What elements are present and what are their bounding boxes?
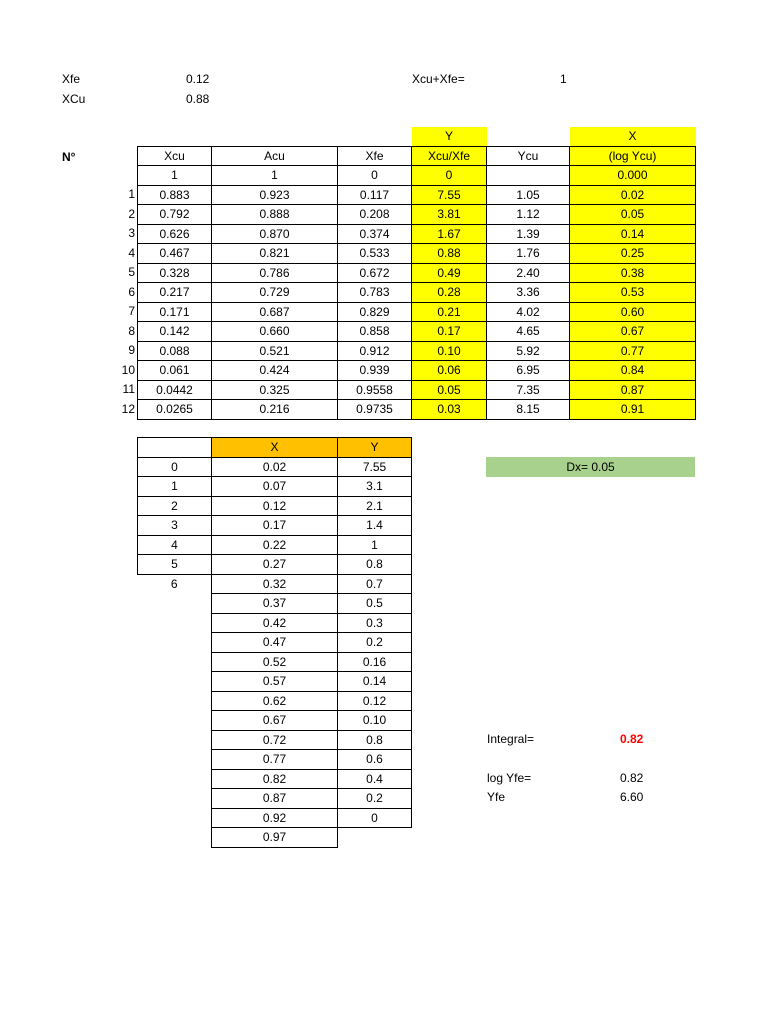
- table-cell[interactable]: 4.65: [487, 322, 570, 342]
- table-row: [138, 750, 412, 770]
- table-cell[interactable]: 0.467: [138, 244, 212, 264]
- index-cell: [138, 652, 212, 672]
- table-cell[interactable]: 0.216: [212, 400, 338, 420]
- table-cell[interactable]: 0.2: [338, 789, 412, 809]
- table-row: [138, 400, 696, 420]
- table-row: [138, 283, 696, 303]
- x-axis-header[interactable]: X: [570, 127, 696, 146]
- table-cell[interactable]: 0.05: [412, 380, 487, 400]
- table-cell[interactable]: 0.208: [338, 205, 412, 225]
- table-cell[interactable]: 0: [338, 166, 412, 186]
- table-row: [138, 633, 412, 653]
- col-header-ycu[interactable]: Ycu: [487, 146, 570, 166]
- column-header-row: [138, 146, 696, 166]
- table-cell[interactable]: 0.22: [212, 535, 338, 555]
- table-cell[interactable]: 0.626: [138, 224, 212, 244]
- col-header-xfe[interactable]: Xfe: [338, 146, 412, 166]
- table-cell[interactable]: 0.821: [212, 244, 338, 264]
- index-cell: 4: [138, 535, 212, 555]
- table-row: [138, 828, 412, 848]
- table-cell[interactable]: 0.9735: [338, 400, 412, 420]
- table-cell[interactable]: 0.38: [570, 263, 696, 283]
- table-cell[interactable]: 0.10: [412, 341, 487, 361]
- index-cell: 1: [138, 477, 212, 497]
- table-cell[interactable]: 0.142: [138, 322, 212, 342]
- table-cell[interactable]: 0.4: [338, 769, 412, 789]
- table-cell[interactable]: 0.5: [338, 594, 412, 614]
- table-cell[interactable]: 1.4: [338, 516, 412, 536]
- table-cell[interactable]: 0.8: [338, 555, 412, 575]
- col-header-logycu[interactable]: (log Ycu): [570, 146, 696, 166]
- table-cell[interactable]: 0.088: [138, 341, 212, 361]
- table-cell[interactable]: 0.97: [212, 828, 338, 848]
- index-cell: 5: [138, 555, 212, 575]
- blank-cell: [487, 127, 570, 146]
- table-cell[interactable]: 0.67: [570, 322, 696, 342]
- index-cell: [138, 828, 212, 848]
- table-row: [138, 613, 412, 633]
- table-cell[interactable]: 0.37: [212, 594, 338, 614]
- table-cell[interactable]: 0.53: [570, 283, 696, 303]
- table-cell[interactable]: 0.87: [570, 380, 696, 400]
- index-cell: [138, 789, 212, 809]
- table-row: [138, 224, 696, 244]
- table-cell[interactable]: 6.95: [487, 361, 570, 381]
- table-cell[interactable]: 0.672: [338, 263, 412, 283]
- table-cell[interactable]: 0.883: [138, 185, 212, 205]
- sum-value[interactable]: 1: [560, 72, 567, 86]
- row-number: 5: [128, 265, 135, 279]
- table-cell[interactable]: 0.12: [212, 496, 338, 516]
- table-cell[interactable]: 0.05: [570, 205, 696, 225]
- table-cell[interactable]: [338, 828, 412, 848]
- table-cell[interactable]: 1.67: [412, 224, 487, 244]
- table-cell[interactable]: 0.325: [212, 380, 338, 400]
- n-label: N°: [62, 150, 76, 164]
- table-cell[interactable]: 0.171: [138, 302, 212, 322]
- index-cell: 2: [138, 496, 212, 516]
- table-cell[interactable]: 0.783: [338, 283, 412, 303]
- row-number: 8: [128, 323, 135, 338]
- table-cell[interactable]: 0.117: [338, 185, 412, 205]
- table-cell[interactable]: 0.88: [412, 244, 487, 264]
- table-row: [138, 341, 696, 361]
- index-cell: [138, 769, 212, 789]
- table-cell[interactable]: 0.870: [212, 224, 338, 244]
- index-cell: 3: [138, 516, 212, 536]
- yfe-value[interactable]: 6.60: [620, 790, 644, 804]
- table-cell[interactable]: 0.923: [212, 185, 338, 205]
- table-row: [138, 730, 412, 750]
- index-cell: [138, 633, 212, 653]
- log-yfe-label: log Yfe=: [487, 771, 532, 785]
- table-cell[interactable]: 0.660: [212, 322, 338, 342]
- table-row: [138, 574, 412, 594]
- table-cell[interactable]: 0.82: [212, 769, 338, 789]
- blank-cell: [338, 127, 412, 146]
- table-cell[interactable]: 0.521: [212, 341, 338, 361]
- row-number: 7: [128, 304, 135, 318]
- index-cell: [138, 594, 212, 614]
- table-cell[interactable]: 0.92: [212, 808, 338, 828]
- int-col-header-y[interactable]: Y: [338, 438, 412, 458]
- table-cell[interactable]: 0.729: [212, 283, 338, 303]
- table-cell[interactable]: 0.2: [338, 633, 412, 653]
- table-cell[interactable]: 0.424: [212, 361, 338, 381]
- index-cell: [138, 808, 212, 828]
- table-row: [138, 185, 696, 205]
- table-row: [138, 691, 412, 711]
- table-row: [138, 263, 696, 283]
- table-row: [138, 769, 412, 789]
- row-number: 1: [128, 187, 135, 201]
- log-yfe-value[interactable]: 0.82: [620, 771, 644, 785]
- table-cell[interactable]: 7.35: [487, 380, 570, 400]
- table-cell[interactable]: 0.67: [212, 711, 338, 731]
- table-cell[interactable]: 0.328: [138, 263, 212, 283]
- integral-value[interactable]: 0.82: [620, 732, 644, 746]
- table-cell[interactable]: 0.07: [212, 477, 338, 497]
- table-cell[interactable]: 7.55: [338, 457, 412, 477]
- table-row: [138, 166, 696, 186]
- table-row: [138, 711, 412, 731]
- row-number: 2: [128, 206, 135, 221]
- table-row: [138, 555, 412, 575]
- table-cell[interactable]: 0.28: [412, 283, 487, 303]
- row-number: 3: [128, 226, 135, 240]
- header-top-row: [138, 127, 696, 146]
- integration-table: [137, 437, 412, 848]
- table-cell[interactable]: 0: [338, 808, 412, 828]
- y-axis-header[interactable]: Y: [412, 127, 487, 146]
- table-cell[interactable]: 0.84: [570, 361, 696, 381]
- row-number: 10: [121, 362, 135, 377]
- col-header-ratio[interactable]: Xcu/Xfe: [412, 146, 487, 166]
- table-cell[interactable]: 0.72: [212, 730, 338, 750]
- table-cell[interactable]: 0.12: [338, 691, 412, 711]
- table-cell[interactable]: 3.81: [412, 205, 487, 225]
- index-cell: 6: [138, 574, 212, 594]
- table-row: [138, 322, 696, 342]
- xfe-label: Xfe: [62, 72, 81, 86]
- table-cell[interactable]: 0.49: [412, 263, 487, 283]
- table-cell[interactable]: 0.8: [338, 730, 412, 750]
- table-cell[interactable]: 3.36: [487, 283, 570, 303]
- table-cell[interactable]: 0.0442: [138, 380, 212, 400]
- table-cell[interactable]: 0.57: [212, 672, 338, 692]
- table-cell[interactable]: 0.60: [570, 302, 696, 322]
- table-cell[interactable]: 0.10: [338, 711, 412, 731]
- table-cell[interactable]: 0.03: [412, 400, 487, 420]
- table-row: [138, 516, 412, 536]
- blank-cell: [138, 438, 212, 458]
- table-cell[interactable]: 3.1: [338, 477, 412, 497]
- table-cell[interactable]: 0.14: [338, 672, 412, 692]
- table-cell[interactable]: 0.687: [212, 302, 338, 322]
- table-cell[interactable]: 0.3: [338, 613, 412, 633]
- table-cell[interactable]: 1: [212, 166, 338, 186]
- yfe-label: Yfe: [487, 790, 506, 804]
- col-header-acu[interactable]: Acu: [212, 146, 338, 166]
- table-cell[interactable]: [487, 166, 570, 186]
- integral-label: Integral=: [487, 732, 535, 746]
- table-cell[interactable]: 0.533: [338, 244, 412, 264]
- xfe-value[interactable]: 0.12: [186, 72, 210, 86]
- row-number: 6: [128, 284, 135, 299]
- table-cell[interactable]: 0.000: [570, 166, 696, 186]
- table-cell[interactable]: 0.9558: [338, 380, 412, 400]
- table-cell[interactable]: 1.39: [487, 224, 570, 244]
- table-row: [138, 672, 412, 692]
- table-cell[interactable]: 0.061: [138, 361, 212, 381]
- index-cell: [138, 613, 212, 633]
- sum-label: Xcu+Xfe=: [412, 72, 465, 86]
- table-cell[interactable]: 1: [338, 535, 412, 555]
- table-cell[interactable]: 0.17: [212, 516, 338, 536]
- table-cell[interactable]: 0.0265: [138, 400, 212, 420]
- row-number: 4: [128, 245, 135, 260]
- table-cell[interactable]: 0.939: [338, 361, 412, 381]
- table-row: [138, 789, 412, 809]
- table-row: [138, 380, 696, 400]
- table-row: [138, 205, 696, 225]
- row-number: 9: [128, 343, 135, 357]
- table-cell[interactable]: 0.91: [570, 400, 696, 420]
- table-cell[interactable]: 0.42: [212, 613, 338, 633]
- table-cell[interactable]: 0.87: [212, 789, 338, 809]
- table-cell[interactable]: 0.06: [412, 361, 487, 381]
- blank-cell: [138, 127, 212, 146]
- index-cell: [138, 672, 212, 692]
- table-cell[interactable]: 0.21: [412, 302, 487, 322]
- table-cell[interactable]: 7.55: [412, 185, 487, 205]
- table-cell[interactable]: 0.32: [212, 574, 338, 594]
- table-cell[interactable]: 1.76: [487, 244, 570, 264]
- table-cell[interactable]: 0.02: [570, 185, 696, 205]
- xcu-value[interactable]: 0.88: [186, 92, 210, 106]
- table-cell[interactable]: 0.47: [212, 633, 338, 653]
- xcu-label: XCu: [62, 92, 86, 106]
- index-cell: [138, 691, 212, 711]
- table-cell[interactable]: 0.77: [570, 341, 696, 361]
- table-cell[interactable]: 2.40: [487, 263, 570, 283]
- table-row: [138, 477, 412, 497]
- table-cell[interactable]: 0.02: [212, 457, 338, 477]
- table-cell[interactable]: 0: [412, 166, 487, 186]
- index-cell: [138, 730, 212, 750]
- table-cell[interactable]: 0.829: [338, 302, 412, 322]
- table-cell[interactable]: 0.217: [138, 283, 212, 303]
- table-cell[interactable]: 0.374: [338, 224, 412, 244]
- blank-cell: [212, 127, 338, 146]
- table-row: [138, 652, 412, 672]
- table-cell[interactable]: 0.27: [212, 555, 338, 575]
- table-row: [138, 457, 412, 477]
- table-cell[interactable]: 1.05: [487, 185, 570, 205]
- table-row: [138, 594, 412, 614]
- table-cell[interactable]: 0.858: [338, 322, 412, 342]
- table-cell[interactable]: 0.25: [570, 244, 696, 264]
- main-data-table: [137, 127, 696, 420]
- table-cell[interactable]: 0.52: [212, 652, 338, 672]
- index-cell: [138, 711, 212, 731]
- table-cell[interactable]: 0.77: [212, 750, 338, 770]
- table-row: [138, 302, 696, 322]
- table-cell[interactable]: 0.17: [412, 322, 487, 342]
- row-number: 11: [122, 382, 135, 396]
- table-cell[interactable]: 1: [138, 166, 212, 186]
- table-cell[interactable]: 0.14: [570, 224, 696, 244]
- table-cell[interactable]: 0.7: [338, 574, 412, 594]
- table-cell[interactable]: 2.1: [338, 496, 412, 516]
- table-cell[interactable]: 0.792: [138, 205, 212, 225]
- table-cell[interactable]: 0.912: [338, 341, 412, 361]
- table-cell[interactable]: 4.02: [487, 302, 570, 322]
- table-cell[interactable]: 5.92: [487, 341, 570, 361]
- table-cell[interactable]: 0.62: [212, 691, 338, 711]
- table-cell[interactable]: 8.15: [487, 400, 570, 420]
- table-row: [138, 496, 412, 516]
- table-cell[interactable]: 0.786: [212, 263, 338, 283]
- table-cell[interactable]: 0.16: [338, 652, 412, 672]
- table-cell[interactable]: 0.6: [338, 750, 412, 770]
- table-cell[interactable]: 1.12: [487, 205, 570, 225]
- table-row: [138, 808, 412, 828]
- integration-header-row: [138, 438, 412, 458]
- dx-cell[interactable]: Dx= 0.05: [486, 457, 695, 477]
- int-col-header-x[interactable]: X: [212, 438, 338, 458]
- row-number: 12: [121, 401, 135, 416]
- table-row: [138, 361, 696, 381]
- index-cell: 0: [138, 457, 212, 477]
- table-cell[interactable]: 0.888: [212, 205, 338, 225]
- index-cell: [138, 750, 212, 770]
- table-row: [138, 535, 412, 555]
- table-row: [138, 244, 696, 264]
- col-header-xcu[interactable]: Xcu: [138, 146, 212, 166]
